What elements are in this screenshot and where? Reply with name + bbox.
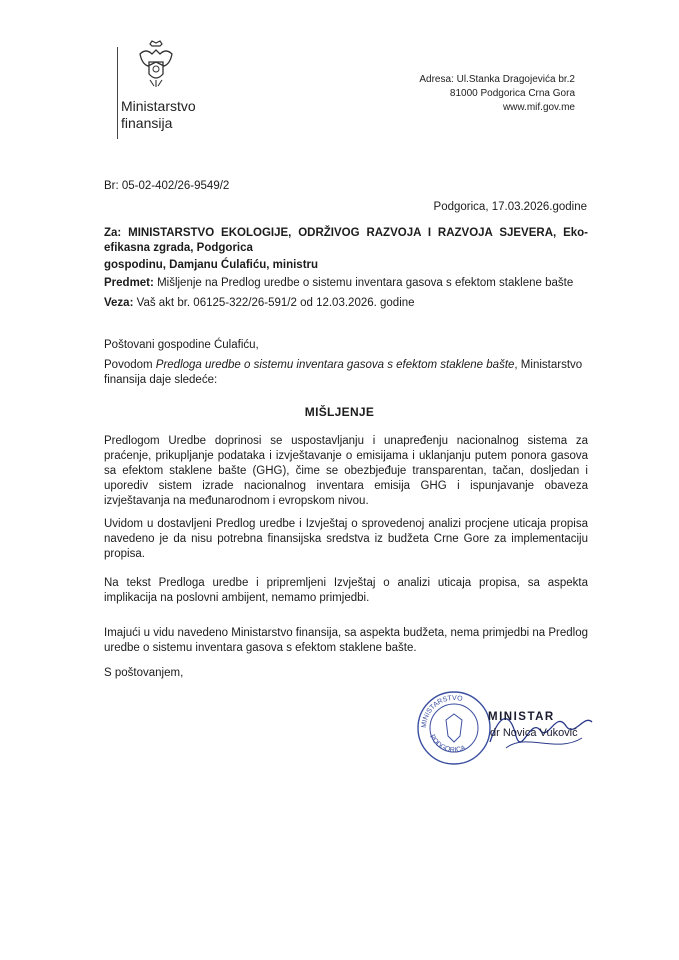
address-block [419,73,575,115]
official-stamp [416,690,492,766]
signatory-name: dr Novica Vuković [490,727,578,739]
subject-label: Predmet: [104,277,154,289]
address-website: www.mif.gov.me [502,102,575,113]
intro-paragraph [104,358,588,388]
closing-regards: S poštovanjem, [104,667,184,679]
coat-of-arms-icon [138,40,174,88]
address-line-1: Adresa: Ul.Stanka Dragojevića br.2 [419,74,575,85]
intro-post: , Ministarstvo finansija daje sledeće: [104,359,583,386]
stamp-top-text: MINISTARSTVO [420,694,464,729]
paragraph-3: Na tekst Predloga uredbe i pripremljeni Izvještaj o analizi uticaja propisa, sa aspekta implikacija na poslovni ambijent, nemamo primjedbi. [104,577,588,604]
subject-line [104,276,588,291]
address-line-2: 81000 Podgorica Crna Gora [449,88,575,99]
veza-label: Veza: [104,297,134,309]
opinion-heading: MIŠLJENJE [304,405,375,419]
intro-italic: Predloga uredbe o sistemu inventara gasova s efektom staklene bašte [155,359,515,371]
reference-number: Br: 05-02-402/26-9549/2 [104,180,230,192]
recipient-org [104,226,588,256]
paragraph-1: Predlogom Uredbe doprinosi se uspostavljanju i unapređenju nacionalnog sistema za praćenje, prikupljanje podataka i izvještavanje o emisijama i uklanjanju putem ponora gasova sa efektom staklene bašte (GHG), čime se obezbjeđuje transparentan, tačan, dosljedan i uporediv sistem izrade nacionalnog inventara emisija GHG i ispunjavanje obaveza izvještavanja na međunarodnom i evropskom nivou. [104,435,588,507]
stamp-bottom-text: PODGORICA [428,733,467,755]
document-date: Podgorica, 17.03.2026.godine [433,201,587,213]
paragraph-2: Uvidom u dostavljeni Predlog uredbe i Izvještaj o sprovedenoj analizi procjene uticaja propisa navedeno je da nisu potrebna finansijska sredstva iz budžeta Crne Gore za implementaciju propisa. [104,518,588,560]
recipient-label: Za: [104,227,122,239]
subject-text: Mišljenje na Predlog uredbe o sistemu inventara gasova s efektom staklene bašte [157,277,574,289]
signatory-title: MINISTAR [488,711,555,723]
intro-pre: Povodom [104,359,156,371]
veza-text: Vaš akt br. 06125-322/26-591/2 od 12.03.2026. godine [136,297,415,309]
ministry-line-1: Ministarstvo [121,98,196,114]
ministry-name [121,98,196,132]
paragraph-4: Imajući u vidu navedeno Ministarstvo finansija, sa aspekta budžeta, nema primjedbi na Predlog uredbe o sistemu inventara gasova s efektom staklene bašte. [104,627,588,654]
recipient-person: gospodinu, Damjanu Ćulafiću, ministru [104,259,319,271]
header-divider [117,47,118,139]
salutation: Poštovani gospodine Ćulafiću, [104,339,259,351]
recipient-org-text: MINISTARSTVO EKOLOGIJE, ODRŽIVOG RAZVOJA I RAZVOJA SJEVERA, Eko-efikasna zgrada, Podgorica [104,227,589,254]
reference-link [104,296,588,311]
ministry-line-2: finansija [121,115,173,131]
